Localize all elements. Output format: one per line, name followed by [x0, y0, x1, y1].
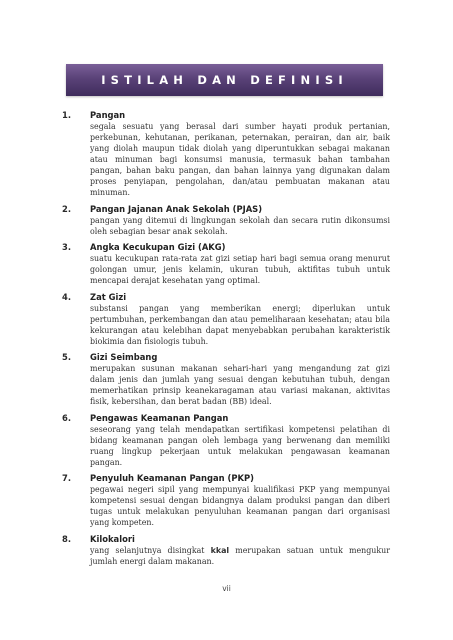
definitions-list	[60, 110, 390, 572]
item-number: 2.	[62, 203, 72, 214]
definition-term: Zat Gizi	[90, 291, 127, 302]
definition-term: Pengawas Keamanan Pangan	[90, 412, 229, 423]
definition-item-zat-gizi	[60, 292, 390, 347]
item-number: 1.	[62, 110, 72, 120]
definition-term: Pangan	[90, 110, 126, 120]
definition-item-pjas	[60, 204, 390, 237]
item-number: 4.	[62, 291, 72, 302]
definition-text: pegawai negeri sipil yang mempunyai kualifikasi PKP yang mempunyai kompetensi sesuai dengan bidangnya dalam produksi pangan dan diberi tugas untuk melakukan penyuluhan keamanan pangan dari organisasi yang kompeten.	[90, 485, 390, 527]
definition-term: Pangan Jajanan Anak Sekolah (PJAS)	[90, 203, 263, 214]
definition-term: Penyuluh Keamanan Pangan (PKP)	[90, 473, 254, 483]
item-number: 3.	[62, 242, 72, 252]
definition-item-pengawas	[60, 413, 390, 468]
definition-item-kilokalori	[60, 534, 390, 567]
definition-item-pangan	[60, 110, 390, 198]
definition-term: Angka Kecukupan Gizi (AKG)	[90, 242, 226, 252]
item-number: 8.	[62, 533, 72, 544]
section-title: ISTILAH DAN DEFINISI	[101, 73, 348, 87]
definition-item-pkp	[60, 473, 390, 528]
definition-abbreviation: kkal	[210, 545, 230, 555]
item-number: 7.	[62, 473, 72, 483]
definition-text: seseorang yang telah mendapatkan sertifikasi kompetensi pelatihan di bidang keamanan pangan oleh lembaga yang berwenang dan memiliki ruang lingkup pekerjaan untuk melakukan pengawasan keamanan pangan.	[90, 424, 390, 467]
section-title-banner	[66, 64, 383, 96]
definition-item-gizi-seimbang	[60, 352, 390, 407]
definition-term: Kilokalori	[90, 533, 135, 544]
definition-text: suatu kecukupan rata-rata zat gizi setiap hari bagi semua orang menurut golongan umur, jenis kelamin, ukuran tubuh, aktifitas tubuh untuk mencapai derajat kesehatan yang optimal.	[90, 254, 390, 285]
page-number: vii	[222, 584, 231, 593]
item-number: 6.	[62, 412, 72, 423]
definition-text	[90, 545, 390, 567]
definition-text: segala sesuatu yang berasal dari sumber hayati produk pertanian, perkebunan, kehutanan, perikanan, peternakan, perairan, dan air, baik yang diolah maupun tidak diolah yang diperuntukkan sebagai makanan atau minuman bagi konsumsi manusia, termasuk bahan tambahan pangan, bahan baku pangan, dan bahan lainnya yang digunakan dalam proses penyiapan, pengolahan, dan/atau pembuatan makanan atau minuman.	[90, 122, 390, 197]
item-number: 5.	[62, 352, 72, 362]
definition-text: merupakan susunan makanan sehari-hari yang mengandung zat gizi dalam jenis dan jumlah yang sesuai dengan kebutuhan tubuh, dengan memerhatikan prinsip keanekaragaman atau variasi makanan, aktivitas fisik, kebersihan, dan berat badan (BB) ideal.	[90, 364, 390, 406]
definition-text: substansi pangan yang memberikan energi; diperlukan untuk pertumbuhan, perkembangan dan atau pemeliharaan kesehatan; atau bila kekurangan atau kelebihan dapat menyebabkan perubahan karakteristik biokimia dan fisiologis tubuh.	[90, 303, 390, 346]
definition-term: Gizi Seimbang	[90, 352, 158, 362]
definition-text: pangan yang ditemui di lingkungan sekolah dan secara rutin dikonsumsi oleh sebagian besar anak sekolah.	[90, 215, 390, 236]
definition-item-akg	[60, 242, 390, 286]
definition-text-post: merupakan satuan untuk mengukur jumlah energi dalam makanan.	[90, 545, 390, 566]
definition-text-pre: yang selanjutnya disingkat	[90, 545, 211, 555]
